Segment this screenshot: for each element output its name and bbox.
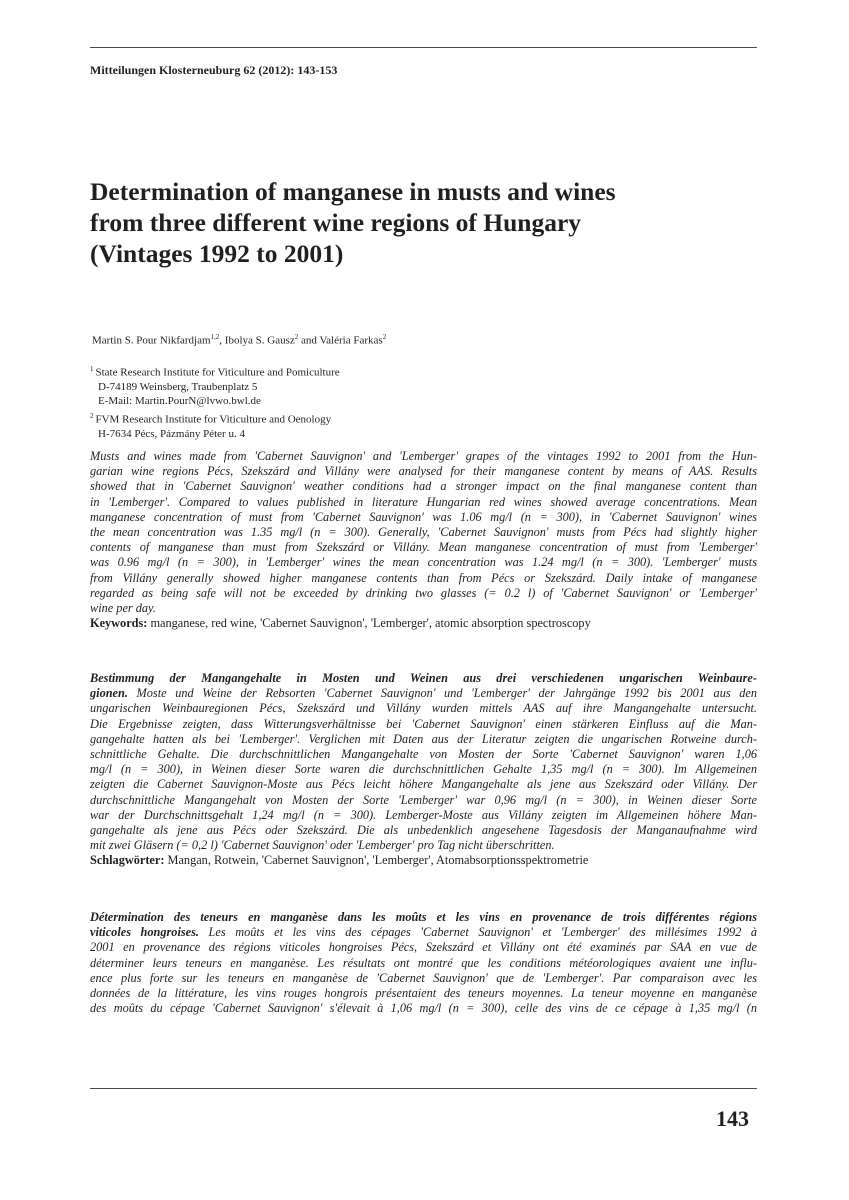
affiliation-marker: 2: [382, 333, 387, 341]
abstract-line: the mean concentration was 1.35 mg/l (n = 300). Generally, 'Cabernet Sauvignon' musts from Pécs had slightly higher: [90, 525, 757, 540]
keywords-text: Mangan, Rotwein, 'Cabernet Sauvignon', 'Lemberger', Atomabsorptionsspektrometrie: [164, 853, 589, 868]
abstract-line: in 'Lemberger'. Compared to values published in literature Hungarian red wines showed average concentrations. Mean: [90, 494, 757, 509]
affiliation-line: [90, 380, 340, 394]
abstract-line: war der Durchschnittsgehalt 1,24 mg/l (n = 300). Lemberger-Moste aus Villány zeigten im Allgemeinen höhere Man-: [90, 807, 757, 822]
author-name: and Valéria Farkas: [298, 334, 383, 347]
abstract-line: wine per day.: [90, 601, 156, 616]
abstract-line: regarded as being safe will not be exceeded by drinking two glasses (= 0.2 l) of 'Cabernet Sauvignon' or 'Lemberger': [90, 585, 757, 600]
abstract-line: contents of manganese than must from Szekszárd or Villány. Mean manganese concentration of must from 'Lemberger': [90, 540, 757, 555]
affiliation-line: [90, 409, 340, 427]
author-name: Martin S. Pour Nikfardjam: [92, 334, 211, 347]
title-line: Determination of manganese in musts and wines: [90, 177, 616, 206]
author-list: [92, 333, 386, 347]
abstract-line: ence plus forte sur les teneurs en manganèse de 'Cabernet Sauvignon' que de 'Lemberger'. Par comparaison avec les: [90, 970, 757, 985]
abstract-french: [90, 910, 757, 1016]
abstract-line: durchschnittliche Mangangehalt von Mosten der Sorte 'Lemberger' war 0,96 mg/l (n = 300), in Weinen dieser Sorte: [90, 792, 757, 807]
affiliation-line: [90, 427, 340, 441]
abstract-line: mg/l (n = 300), in Weinen dieser Sorte waren die durchschnittlichen Gehalte 1,35 mg/l (n = 300). Im Allgemeinen: [90, 762, 757, 777]
keywords: [90, 616, 757, 631]
keywords-text: manganese, red wine, 'Cabernet Sauvignon', 'Lemberger', atomic absorption spectroscopy: [147, 616, 591, 631]
abstract-german: [90, 671, 757, 869]
affiliation-marker: 2: [90, 411, 94, 420]
affiliation-text: D-74189 Weinsberg, Traubenplatz 5: [98, 381, 258, 394]
abstract-line: manganese concentration of must from 'Cabernet Sauvignon' was 1.06 mg/l (n = 300), in 'Cabernet Sauvignon' wines: [90, 509, 757, 524]
abstract-line: Musts and wines made from 'Cabernet Sauvignon' and 'Lemberger' grapes of the vintages 1992 to 2001 from the Hun-: [90, 449, 757, 463]
keywords-label: Keywords:: [90, 616, 148, 631]
affiliation-text: H-7634 Pécs, Pázmány Péter u. 4: [98, 427, 245, 440]
abstract-line: déterminer leurs teneurs en manganèse. Les résultats ont montré que les conditions météorologiques avaient une influ-: [90, 955, 757, 970]
affiliation-marker: 1: [90, 365, 94, 373]
title-line: from three different wine regions of Hungary: [90, 208, 582, 237]
journal-citation: Mitteilungen Klosterneuburg 62 (2012): 143-153: [90, 63, 338, 77]
affiliation-line: [90, 362, 340, 380]
abstract-line: 2001 en provenance des régions viticoles hongroises Pécs, Szekszárd et Villány ont été examinés par SAA en vue de: [90, 940, 757, 955]
abstract-line: was 0.96 mg/l (n = 300), in 'Lemberger' wines the mean concentration was 1.24 mg/l (n = 300). 'Lemberger' musts: [90, 555, 757, 570]
affiliations: [90, 362, 340, 441]
abstract-line: from Villány generally showed higher manganese contents than from Pécs or Szekszárd. Daily intake of manganese: [90, 570, 757, 585]
abstract-line: ungarischen Weinbauregionen Pécs, Szekszárd und Villány wurden mittels AAS auf ihre Mangangehalte untersucht.: [90, 701, 757, 716]
affiliation-email: E-Mail: Martin.PourN@lvwo.bwl.de: [98, 395, 261, 408]
abstract-line: viticoles hongroises. Les moûts et les vins des cépages 'Cabernet Sauvignon' et 'Lemberger' des millésimes 1992 à: [90, 925, 757, 940]
abstract-line: des moûts du cépage 'Cabernet Sauvignon' s'élevait à 1,06 mg/l (n = 300), celle des vins de ce cépage à 1,35 mg/l (n: [90, 1001, 757, 1016]
author-name: , Ibolya S. Gausz: [219, 334, 295, 347]
affiliation-marker: 2: [294, 333, 299, 341]
title-line: (Vintages 1992 to 2001): [90, 239, 344, 268]
abstract-line: zeigten die Cabernet Sauvignon-Moste aus Pécs leicht höhere Mangangehalte als jene aus Szekszárd oder Villány. Der: [90, 777, 757, 792]
abstract-heading-line: Détermination des teneurs en manganèse dans les moûts et les vins en provenance de trois différentes régions: [90, 910, 757, 924]
article-title: [90, 176, 750, 269]
abstract-line: showed that in 'Cabernet Sauvignon' weather conditions had a stronger impact on the final manganese content than: [90, 479, 757, 494]
abstract-line: schnittliche Gehalte. Die durchschnittlichen Mangangehalte von Mosten der Sorte 'Cabernet Sauvignon' waren 1,06: [90, 747, 757, 762]
keywords-german: [90, 853, 757, 868]
abstract-line: Die Ergebnisse zeigten, dass Witterungsverhältnisse bei 'Cabernet Sauvignon' einen stärkeren Einfluss auf die Man-: [90, 716, 757, 731]
affiliation-line: [90, 394, 340, 408]
abstract-heading-line: Bestimmung der Mangangehalte in Mosten und Weinen aus drei verschiedenen ungarischen Weinbaure-: [90, 671, 757, 685]
affiliation-marker: 1,2: [210, 333, 220, 341]
keywords-label: Schlagwörter:: [90, 853, 165, 868]
abstract-line: gangehalte als jene aus Pécs oder Szekszárd. Die als unbedenklich angesehene Tagesdosis der Manganaufnahme wird: [90, 823, 757, 838]
abstract-english: [90, 449, 757, 631]
page-number: 143: [716, 1106, 749, 1131]
abstract-line: gangehalte hatten als bei 'Lemberger'. Verglichen mit Daten aus der Literatur zeigten die ungarischen Rotweine durch-: [90, 731, 757, 746]
abstract-line: mit zwei Gläsern (= 0,2 l) 'Cabernet Sauvignon' oder 'Lemberger' pro Tag nicht überschritten.: [90, 838, 555, 853]
abstract-line: gionen. Moste und Weine der Rebsorten 'Cabernet Sauvignon' und 'Lemberger' der Jahrgänge 1992 bis 2001 aus den: [90, 686, 757, 701]
header-rule: [90, 47, 757, 48]
abstract-line: données de la littérature, les vins rouges hongrois présentaient des teneurs moyennes. La teneur moyenne en manganèse: [90, 986, 757, 1001]
abstract-line: garian wine regions Pécs, Szekszárd and Villány were analysed for their manganese content by means of AAS. Results: [90, 464, 757, 479]
affiliation-text: FVM Research Institute for Viticulture and Oenology: [95, 413, 332, 426]
footer-rule: [90, 1088, 757, 1089]
affiliation-text: State Research Institute for Viticulture and Pomiculture: [95, 366, 340, 379]
